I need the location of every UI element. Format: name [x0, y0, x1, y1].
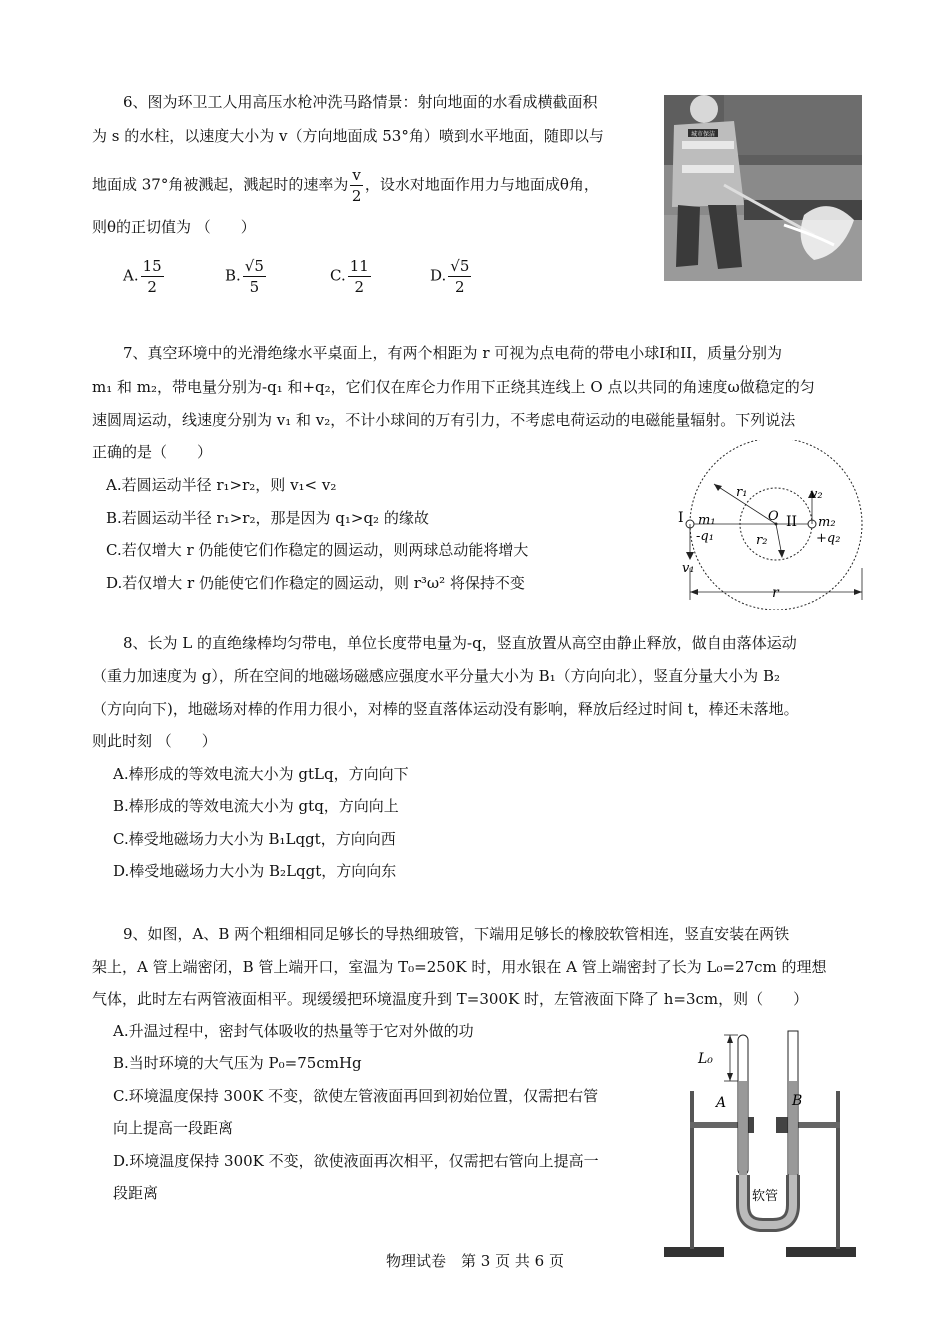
q6-option-c-den: 2 [354, 278, 365, 296]
q7-fig-m1: m₁ [698, 513, 716, 528]
q9-fig-a: A [716, 1095, 727, 1111]
q7-orbit-diagram [670, 440, 870, 610]
q7-option-d: D.若仅增大 r 仍能使它们作稳定的圆运动，则 r³ω² 将保持不变 [106, 574, 525, 592]
q6-line-3a: 地面成 37°角被溅起，溅起时的速率为 [92, 175, 349, 194]
q6-line-3 [92, 165, 599, 206]
q6-option-b-num: √5 [244, 257, 264, 275]
q9-fig-l0: L₀ [698, 1051, 713, 1067]
q6-option-c [330, 256, 373, 297]
q6-option-c-label: C. [330, 266, 346, 285]
q9-line-3: 气体，此时左右两管液面相平。现缓缓把环境温度升到 T=300K 时，左管液面下降了 h=3cm，则（ ） [92, 990, 809, 1008]
q7-option-a: A.若圆运动半径 r₁>r₂，则 v₁< v₂ [106, 476, 337, 494]
q6-option-a [123, 256, 166, 297]
q6-option-d-num: √5 [450, 257, 470, 275]
q7-fig-v2: v₂ [810, 487, 823, 502]
q9-option-a: A.升温过程中，密封气体吸收的热量等于它对外做的功 [113, 1022, 474, 1040]
q7-fig-r1: r₁ [736, 485, 748, 500]
q6-photo-sign: 城市保洁 [691, 131, 716, 138]
q8-line-1: 8、长为 L 的直绝缘棒均匀带电，单位长度带电量为-q，竖直放置从高空由静止释放，做自由落体运动 [123, 634, 797, 652]
q6-option-d-den: 2 [455, 278, 465, 296]
q7-fig-r2: r₂ [756, 533, 768, 548]
q7-fig-o: O [768, 509, 779, 524]
q6-option-a-label: A. [123, 266, 139, 285]
q7-line-2: m₁ 和 m₂，带电量分别为-q₁ 和+q₂，它们仅在库仑力作用下正绕其连线上 O 点以共同的角速度ω做稳定的匀 [92, 378, 815, 396]
q7-fig-label-ii: II [786, 514, 798, 530]
q6-option-b [225, 256, 268, 297]
q9-u-tube-diagram [660, 1025, 870, 1265]
q6-photo-drawing [664, 95, 862, 281]
q8-line-2: （重力加速度为 g），所在空间的地磁场磁感应强度水平分量大小为 B₁（方向向北），竖直分量大小为 B₂ [92, 667, 780, 685]
q6-option-d [430, 256, 473, 297]
q8-option-c: C.棒受地磁场力大小为 B₁Lqgt，方向向西 [113, 830, 396, 848]
q6-line-3b: ，设水对地面作用力与地面成θ角， [364, 175, 599, 194]
q6-option-c-num: 11 [349, 257, 369, 275]
q9-option-d-line-1: D.环境温度保持 300K 不变，欲使液面再次相平，仅需把右管向上提高一 [113, 1152, 599, 1170]
q7-fig-v1: v₁ [682, 561, 695, 576]
q6-line-2: 为 s 的水柱，以速度大小为 v（方向地面成 53°角）喷到水平地面，随即以与 [92, 127, 604, 145]
q9-option-d-line-2: 段距离 [113, 1184, 159, 1202]
q8-line-4: 则此时刻 （ ） [92, 732, 217, 750]
q6-frac-num: v [352, 166, 361, 184]
q8-option-d: D.棒受地磁场力大小为 B₂Lqgt，方向向东 [113, 862, 397, 880]
q6-option-b-den: 5 [249, 278, 260, 296]
q9-line-2: 架上，A 管上端密闭，B 管上端开口，室温为 T₀=250K 时，用水银在 A 管上端密封了长为 L₀=27cm 的理想 [92, 958, 827, 976]
q9-line-1: 9、如图，A、B 两个粗细相同足够长的导热细玻管，下端用足够长的橡胶软管相连，竖直安装在两铁 [123, 925, 790, 943]
q7-line-4: 正确的是（ ） [92, 443, 213, 461]
q7-fig-q2: +q₂ [816, 531, 841, 546]
q8-line-3: （方向向下)，地磁场对棒的作用力很小，对棒的竖直落体运动没有影响，释放后经过时间 t，棒还未落地。 [92, 700, 799, 718]
q6-speed-fraction [350, 165, 362, 206]
q6-option-b-label: B. [225, 266, 241, 285]
q6-line-4: 则θ的正切值为 （ ） [92, 218, 256, 236]
q7-fig-r: r [772, 585, 779, 601]
q9-option-c-line-1: C.环境温度保持 300K 不变，欲使左管液面再回到初始位置，仅需把右管 [113, 1087, 599, 1105]
q8-option-a: A.棒形成的等效电流大小为 gtLq，方向向下 [113, 765, 409, 783]
q6-street-cleaner-photo [664, 95, 862, 281]
q7-option-b: B.若圆运动半径 r₁>r₂，那是因为 q₁>q₂ 的缘故 [106, 509, 429, 527]
q9-fig-b: B [792, 1093, 803, 1109]
q7-fig-m2: m₂ [818, 515, 836, 530]
q6-line-1: 6、图为环卫工人用高压水枪冲洗马路情景：射向地面的水看成横截面积 [123, 93, 598, 111]
q6-option-d-label: D. [430, 266, 447, 285]
q9-option-c-line-2: 向上提高一段距离 [113, 1119, 234, 1137]
q8-option-b: B.棒形成的等效电流大小为 gtq，方向向上 [113, 797, 399, 815]
q7-fig-label-i: I [678, 510, 684, 526]
q7-line-3: 速圆周运动，线速度分别为 v₁ 和 v₂，不计小球间的万有引力，不考虑电荷运动的电磁能量辐射。下列说法 [92, 411, 796, 429]
q9-fig-hose: 软管 [752, 1189, 779, 1204]
q7-option-c: C.若仅增大 r 仍能使它们作稳定的圆运动，则两球总动能将增大 [106, 541, 529, 559]
q7-line-1: 7、真空环境中的光滑绝缘水平桌面上，有两个相距为 r 可视为点电荷的带电小球I和II，质量分别为 [123, 344, 783, 362]
q9-option-b: B.当时环境的大气压为 P₀=75cmHg [113, 1054, 362, 1072]
q6-option-a-num: 15 [142, 257, 162, 275]
q6-frac-den: 2 [351, 187, 362, 205]
q7-fig-q1: -q₁ [696, 529, 714, 544]
q6-option-a-den: 2 [147, 278, 157, 296]
page-footer: 物理试卷 第 3 页 共 6 页 [386, 1252, 564, 1270]
